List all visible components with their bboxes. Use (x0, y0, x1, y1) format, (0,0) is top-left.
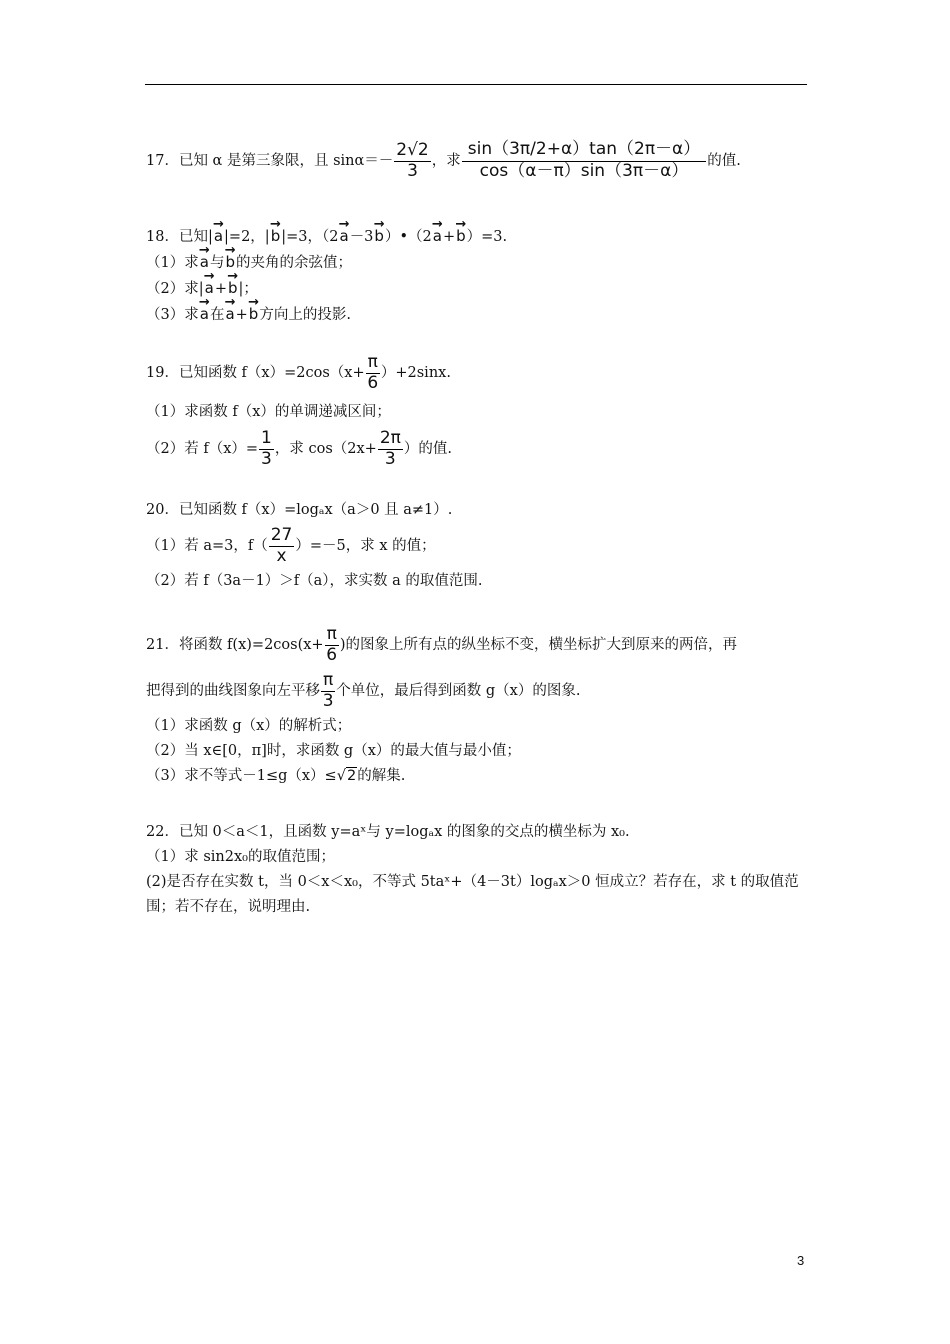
q22-part-2: (2)是否存在实数 t，当 0＜x＜x₀，不等式 5taˣ+（4－3t）logₐx＞0 恒成立？若存在，求 t 的取值范围；若不存在，说明理由. (146, 874, 799, 915)
question-22 (146, 820, 808, 920)
q17-lead: 17．已知 α 是第三象限，且 sinα＝－ (146, 153, 394, 169)
q18-stem: 18．已知|→ a|=2，|→ b|=3，（2→ a－3→ b）•（2→ a+→ b）=3. (146, 224, 808, 250)
vector-b: → b (270, 224, 282, 249)
q17-expression: $\frac{\sin(3\pi/2+\alpha)\tan(2\pi-\alpha)}{\cos(\alpha-\pi)\sin(3\pi-\alpha)}$ (462, 141, 707, 181)
vector-b: → b (455, 224, 467, 249)
27-over-x: $\frac{27}{x}$ (270, 524, 293, 566)
vector-b: → b (224, 250, 236, 275)
q18-part-3: （3）求→ a在→ a+→ b方向上的投影. (146, 302, 808, 328)
q20-part-2: （2）若 f（3a－1）＞f（a），求实数 a 的取值范围. (146, 573, 483, 589)
pi-over-6: $\frac{\pi}{6}$ (367, 351, 379, 393)
vector-a: → a (204, 276, 215, 301)
q19-stem: 19．已知函数 f（x）=2cos（x+ $\frac{\pi}{6}$ ）+2sinx. (146, 351, 451, 393)
question-19 (146, 350, 808, 473)
q20-stem: 20．已知函数 f（x）=logₐx（a＞0 且 a≠1）. (146, 502, 453, 518)
q17-tail: 的值. (707, 153, 741, 169)
vector-a: → a (432, 224, 443, 249)
question-17 (146, 138, 808, 184)
q18-part-2: （2）求|→ a+→ b|； (146, 276, 808, 302)
two-pi-over-3: $\frac{2\pi}{3}$ (379, 427, 401, 469)
q21-line-2: 把得到的曲线图象向左平移 $\frac{\pi}{3}$ 个单位，最后得到函数 g（x）的图象. (146, 669, 581, 711)
vector-a: → a (199, 302, 210, 327)
question-20 (146, 498, 808, 594)
q17-sin-value: $\frac{2√2}{3}$ (396, 139, 429, 181)
pi-over-3: $\frac{\pi}{3}$ (322, 669, 334, 711)
vector-a: → a (213, 224, 224, 249)
vector-a: → a (199, 250, 210, 275)
q22-part-1: （1）求 sin2x₀的取值范围； (146, 849, 335, 865)
q21-part-2: （2）当 x∈[0，π]时，求函数 g（x）的最大值与最小值； (146, 743, 521, 759)
vector-a: → a (338, 224, 349, 249)
q19-part-1: （1）求函数 f（x）的单调递减区间； (146, 404, 391, 420)
q17-mid: ，求 (431, 153, 461, 169)
vector-a: → a (224, 302, 235, 327)
q18-part-1: （1）求→ a与→ b的夹角的余弦值； (146, 250, 808, 276)
vector-b: → b (248, 302, 260, 327)
q21-part-3: （3）求不等式－1≤g（x）≤√2的解集. (146, 768, 406, 784)
q21-line-1: 21．将函数 f(x)=2cos(x+ $\frac{\pi}{6}$ )的图象上所有点的纵坐标不变，横坐标扩大到原来的两倍，再 (146, 623, 737, 665)
q19-part-2: （2）若 f（x）= $\frac{1}{3}$ ，求 cos（2x+ $\frac{2\pi}{3}$ ）的值. (146, 427, 452, 469)
vector-b: → b (373, 224, 385, 249)
pi-over-6: $\frac{\pi}{6}$ (326, 623, 338, 665)
header-rule (145, 84, 807, 85)
one-third: $\frac{1}{3}$ (261, 427, 272, 469)
question-18 (146, 224, 808, 328)
q22-stem: 22．已知 0＜a＜1，且函数 y=aˣ与 y=logₐx 的图象的交点的横坐标为 x₀. (146, 824, 630, 840)
q21-part-1: （1）求函数 g（x）的解析式； (146, 718, 352, 734)
question-21 (146, 622, 808, 789)
sqrt-2: √2 (336, 768, 357, 784)
vector-b: → b (227, 276, 239, 301)
page-number: 3 (797, 1253, 805, 1268)
q20-part-1: （1）若 a=3，f（ $\frac{27}{x}$ ）=－5，求 x 的值； (146, 524, 436, 566)
